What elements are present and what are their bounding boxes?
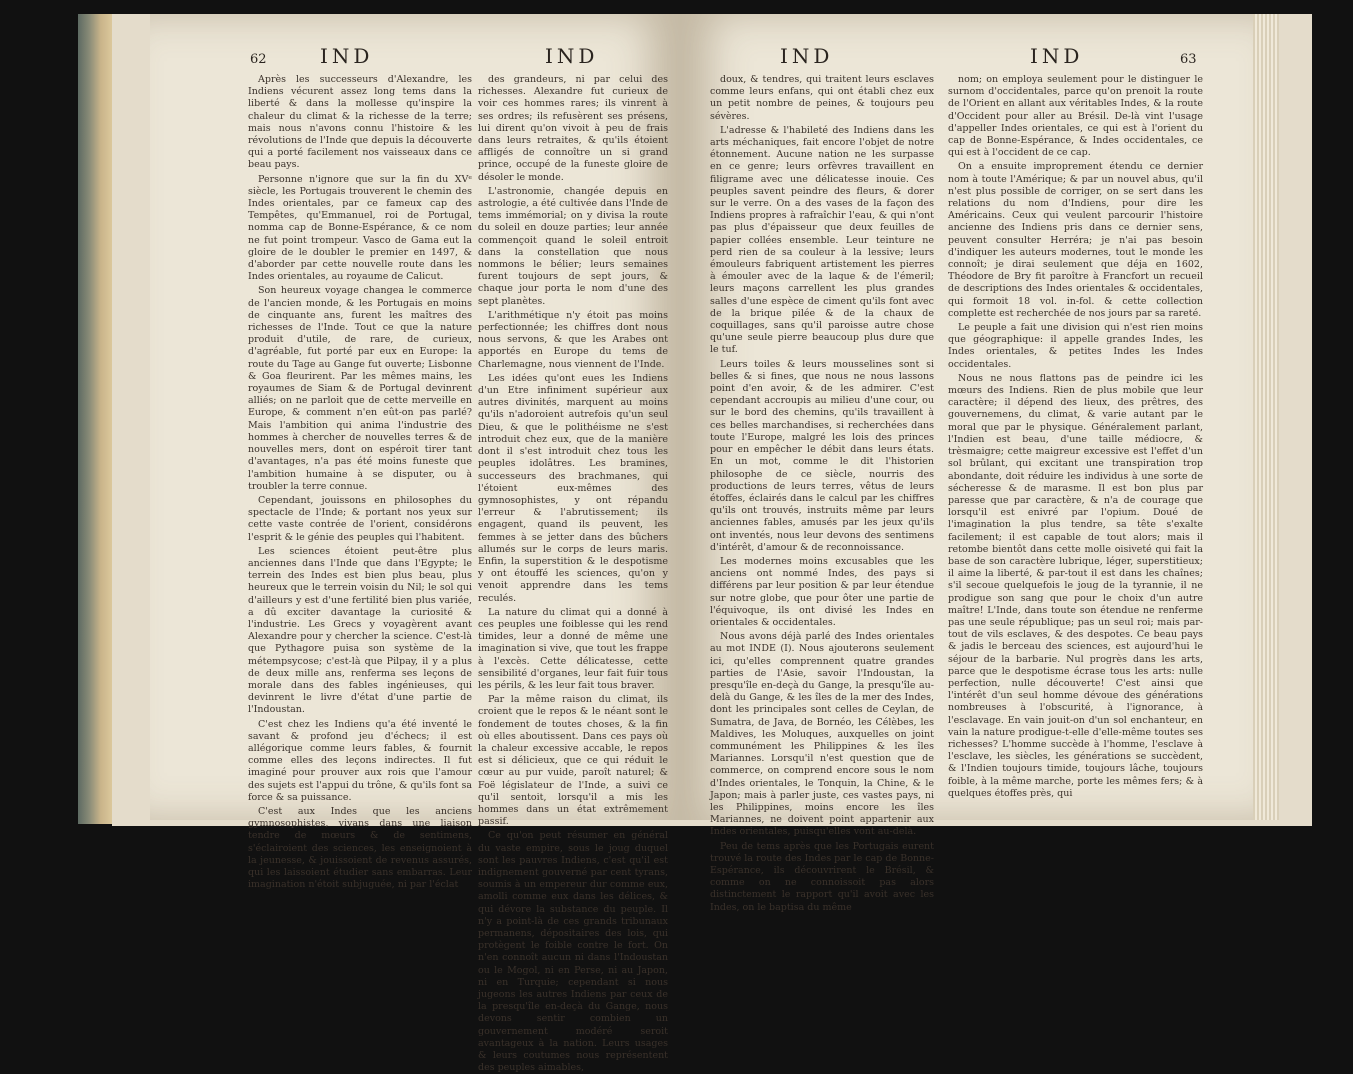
paragraph: Les idées qu'ont eues les Indiens d'un Etre infiniment supérieur aux autres divinités, marquent au moins qu'ils n'adoroient autrefois qu'un seul Dieu, & que le polithéisme ne s'est introduit chez eux, que de la manière dont il s'est introduit chez tous les peuples idolâtres. Les bramines, successeurs des brachmanes, qui l'étoient eux-mêmes des gymnosophistes, y ont répandu l'erreur & l'abrutissement; ils engagent, quand ils peuvent, les femmes à se jetter dans des bûchers allumés sur le corps de leurs maris. Enfin, la superstition & le despotisme y ont étouffé les sciences, qu'on y venoit apprendre dans les tems reculés. — [478, 372, 668, 604]
right-running-head-2: IND — [1030, 44, 1084, 68]
paragraph: Après les successeurs d'Alexandre, les Indiens vécurent assez long tems dans la liberté & dans la mollesse qu'inspire la chaleur du climat & la richesse de la terre; mais nous n'avons connu l'histoire & les révolutions de l'Inde que depuis la découverte qui a porté facilement nos vaisseaux dans ce beau pays. — [248, 74, 472, 171]
left-page-number: 62 — [250, 52, 267, 67]
paragraph: Cependant, jouissons en philosophes du spectacle de l'Inde; & portant nos yeux sur cette vaste contrée de l'orient, considérons l'esprit & le génie des peuples qui l'habitent. — [248, 494, 472, 543]
paragraph: L'adresse & l'habileté des Indiens dans les arts méchaniques, fait encore l'objet de notre étonnement. Aucune nation ne les surpasse en ce genre; leurs orfèvres travaillent en filigrame avec une délicatesse inouie. Ces peuples savent peindre des fleurs, & dorer sur le verre. On a des vases de la façon des Indiens propres à rafraîchir l'eau, & qui n'ont pas plus d'épaisseur que deux feuilles de papier collées ensemble. Leur teinture ne perd rien de sa couleur à la lessive; leurs émouleurs fabriquent artistement les pierres à émouler avec de la laque & de l'émeril; leurs maçons carrellent les plus grandes salles d'une espèce de ciment qu'ils font avec de la brique pilée & de la chaux de coquillages, sans qu'il paroisse autre chose qu'une seule pierre beaucoup plus dure que le tuf. — [710, 124, 934, 356]
paragraph: On a ensuite improprement étendu ce dernier nom à toute l'Amérique; & par un nouvel abus, qu'il n'est plus possible de corriger, on se sert dans les relations du nom d'Indiens, pour dire les Américains. Ceux qui veulent parcourir l'histoire ancienne des Indiens pris dans ce dernier sens, peuvent consulter Herréra; je n'ai pas besoin d'indiquer les auteurs modernes, tout le monde les connoît; je dirai seulement que déja en 1602, Théodore de Bry fit paroître à Francfort un recueil de descriptions des Indes orientales & occidentales, qui formoit 18 vol. in-fol. & cette collection complette est recherchée de nos jours par sa rareté. — [948, 161, 1203, 319]
paragraph: Peu de tems après que les Portugais eurent trouvé la route des Indes par le cap de Bonne-Espérance, ils découvrirent le Brésil, & comme on ne connoissoit pas alors distinctement le rapport qu'il avoit avec les Indes, on le baptisa du même — [710, 840, 934, 913]
page-edges-right — [1253, 14, 1279, 820]
right-page-column-1 — [710, 74, 934, 913]
left-page-column-1 — [248, 74, 472, 891]
paragraph: Nous ne nous flattons pas de peindre ici les mœurs des Indiens. Rien de plus mobile que leur caractère; il dépend des lieux, des prêtres, des gouvernemens, du climat, & varie autant par le moral que par le physique. Généralement parlant, l'Indien est beau, d'une taille médiocre, & trèsmaigre; cette maigreur excessive est l'effet d'un sol brûlant, qui excitant une transpiration trop abondante, doit réduire les individus à une sorte de sécheresse & de marasme. Il est bon plus par paresse que par caractère, & n'a de courage que lorsqu'il est enivré par l'opium. Doué de l'imagination la plus tendre, sa tête s'exalte facilement; il est capable de tout alors; mais il retombe bientôt dans cette molle oisiveté qui fait la base de son caractère lubrique, léger, superstitieux; il aime la liberté, & par-tout il est dans les chaînes; s'il secoue quelquefois le joug de la tyrannie, il ne prodigue son sang que pour le choix d'un autre maître! L'Inde, dans toute son étendue ne renferme pas une seule république; pas un seul roi; mais par-tout de vils esclaves, & des despotes. Ce beau pays & jadis le berceau des sciences, est aujourd'hui le séjour de la barbarie. Nul progrès dans les arts, parce que le despotisme écrase tous les arts: nulle perfection, nulle découverte! C'est ainsi que l'intérêt d'un seul homme dévoue des générations nombreuses à l'obscurité, à l'ignorance, à l'esclavage. En vain jouit-on d'un sol enchanteur, en vain la nature prodigue-t-elle d'elle-même toutes ses richesses? L'homme succède à l'homme, l'esclave à l'esclave, les siècles, les générations se succèdent, & l'Indien toujours timide, toujours lâche, toujours foible, à la même marche, porte les mêmes fers; & à quelques étoffes près, qui — [948, 372, 1203, 799]
left-page — [150, 14, 680, 1074]
paragraph: Son heureux voyage changea le commerce de l'ancien monde, & les Portugais en moins de cinquante ans, furent les maîtres des richesses de l'Inde. Tout ce que la nature produit d'utile, de rare, de curieux, d'agréable, fut porté par eux en Europe: la route du Tage au Gange fut ouverte; Lisbonne & Goa fleurirent. Par les mêmes mains, les royaumes de Siam & de Portugal devinrent alliés; on ne parloit que de cette merveille en Europe, & comment n'en eût-on pas parlé? Mais l'ambition qui anima l'industrie des hommes à chercher de nouvelles terres & de nouvelles mers, dont on espéroit tirer tant d'avantages, n'a pas été moins funeste que l'ambition humaine à se disputer, ou à troubler la terre connue. — [248, 285, 472, 492]
paragraph: Ce qu'on peut résumer en général du vaste empire, sous le joug duquel sont les pauvres Indiens, c'est qu'il est indignement gouverné par cent tyrans, soumis à un empereur dur comme eux, amolli comme eux dans les délices, & qui dévore la substance du peuple. Il n'y a point-là de ces grands tribunaux permanens, dépositaires des lois, qui protègent le foible contre le fort. On n'en connoît aucun ni dans l'Indoustan ou le Mogol, ni en Perse, ni au Japon, ni en Turquie; cependant si nous jugeons les autres Indiens par ceux de la presqu'île en-deçà du Gange, nous devons sentir combien un gouvernement modéré seroit avantageux à la nation. Leurs usages & leurs coutumes nous représentent des peuples aimables, — [478, 830, 668, 1074]
right-running-head-1: IND — [780, 44, 834, 68]
book-edge-left — [78, 14, 116, 824]
left-running-head-1: IND — [320, 44, 374, 68]
paragraph: Nous avons déjà parlé des Indes orientales au mot INDE (I). Nous ajouterons seulement ici, qu'elles comprennent quatre grandes parties de l'Asie, savoir l'Indoustan, la presqu'île en-deçà du Gange, la presqu'île au-delà du Gange, & les îles de la mer des Indes, dont les principales sont celles de Ceylan, de Sumatra, de Java, de Bornéo, les Célèbes, les Maldives, les Moluques, auxquelles on joint communément les Philippines & les îles Mariannes. Lorsqu'il n'est question que de commerce, on comprend encore sous le nom d'Indes orientales, le Tonquin, la Chine, & le Japon; mais à parler juste, ces vastes pays, ni les Philippines, moins encore les îles Mariannes, ne doivent point appartenir aux Indes orientales, puisqu'elles vont au-delà. — [710, 631, 934, 838]
paragraph: Leurs toiles & leurs mousselines sont si belles & si fines, que nous ne nous lassons point d'en avoir, & de les admirer. C'est cependant accroupis au milieu d'une cour, ou sur le bord des chemins, qu'ils travaillent à ces belles marchandises, si recherchées dans toute l'Europe, malgré les lois des princes pour en empêcher le débit dans leurs états. En un mot, comme le dit l'historien philosophe de ce siècle, nourris des productions de leurs terres, vêtus de leurs étoffes, éclairés dans le calcul par les chiffres qu'ils ont trouvés, instruits même par leurs anciennes fables, amusés par les jeux qu'ils ont inventés, nous leur devons des sentimens d'intérêt, d'amour & de reconnoissance. — [710, 358, 934, 553]
right-page-column-2 — [948, 74, 1203, 814]
paragraph: Le peuple a fait une division qui n'est rien moins que géographique: il appelle grandes Indes, les Indes orientales, & petites Indes les Indes occidentales. — [948, 322, 1203, 370]
paragraph: Les modernes moins excusables que les anciens ont nommé Indes, des pays si différens par leur position & par leur étendue sur notre globe, que pour ôter une partie de l'équivoque, ils ont divisé les Indes en orientales & occidentales. — [710, 555, 934, 628]
paragraph: L'arithmétique n'y étoit pas moins perfectionnée; les chiffres dont nous nous servons, & que les Arabes ont apportés en Europe du tems de Charlemagne, nous viennent de l'Inde. — [478, 309, 668, 370]
paragraph: La nature du climat qui a donné à ces peuples une foiblesse qui les rend timides, leur a donné de même une imagination si vive, que tout les frappe à l'excès. Cette délicatesse, cette sensibilité d'organes, leur fait fuir tous les périls, & les leur fait tous braver. — [478, 606, 668, 691]
left-page-column-2 — [478, 74, 668, 1074]
paragraph: doux, & tendres, qui traitent leurs esclaves comme leurs enfans, qui ont établi chez eux un petit nombre de peines, & toujours peu sévères. — [710, 74, 934, 122]
right-page — [680, 14, 1253, 913]
paragraph: L'astronomie, changée depuis en astrologie, a été cultivée dans l'Inde de tems immémorial; on y divisa la route du soleil en douze parties; leur année commençoit quand le soleil entroit dans la constellation que nous nommons le bélier; leurs semaines furent toujours de sept jours, & chaque jour porta le nom d'une des sept planètes. — [478, 185, 668, 307]
paragraph: Les sciences étoient peut-être plus anciennes dans l'Inde que dans l'Egypte; le terrein des Indes est bien plus beau, plus heureux que le terrein voisin du Nil; le sol qui d'ailleurs y est d'une fertilité bien plus variée, a dû exciter davantage la curiosité & l'industrie. Les Grecs y voyagèrent avant Alexandre pour y chercher la science. C'est-là que Pythagore puisa son système de la métempsycose; c'est-là que Pilpay, il y a plus de deux mille ans, renferma ses leçons de morale dans des fables ingénieuses, qui devinrent le livre d'état d'une partie de l'Indoustan. — [248, 545, 472, 716]
paragraph: nom; on employa seulement pour le distinguer le surnom d'occidentales, parce qu'on prenoit la route de l'Orient en allant aux véritables Indes, & la route d'Occident pour aller au Brésil. De-là vint l'usage d'appeller Indes orientales, ce qui est à l'orient du cap de Bonne-Espérance, & Indes occidentales, ce qui est à l'occident de ce cap. — [948, 74, 1203, 159]
paragraph: C'est chez les Indiens qu'a été inventé le savant & profond jeu d'échecs; il est allégorique comme leurs fables, & fournit comme elles des leçons indirectes. Il fut imaginé pour prouver aux rois que l'amour des sujets est l'appui du trône, & qu'ils font sa force & sa puissance. — [248, 718, 472, 803]
right-page-number: 63 — [1180, 52, 1197, 67]
left-running-head-2: IND — [545, 44, 599, 68]
paragraph: des grandeurs, ni par celui des richesses. Alexandre fut curieux de voir ces hommes rares; ils vinrent à ses ordres; ils refusèrent ses présens, lui dirent qu'on vivoit à peu de frais dans leurs retraites, & qu'ils étoient affligés de connoître un si grand prince, occupé de la funeste gloire de désoler le monde. — [478, 74, 668, 183]
paragraph: C'est aux Indes que les anciens gymnosophistes, vivans dans une liaison tendre de mœurs & de sentimens, s'éclairoient des sciences, les enseignoient à la jeunesse, & jouissoient de revenus assurés, qui les laissoient étudier sans embarras. Leur imagination n'étoit subjuguée, ni par l'éclat — [248, 805, 472, 891]
paragraph: Personne n'ignore que sur la fin du XVᵉ siècle, les Portugais trouverent le chemin des Indes orientales, par ce fameux cap des Tempêtes, qu'Emmanuel, roi de Portugal, nomma cap de Bonne-Espérance, & ce nom ne fut point trompeur. Vasco de Gama eut la gloire de le doubler le premier en 1497, & d'aborder par cette nouvelle route dans les Indes orientales, au royaume de Calicut. — [248, 173, 472, 283]
paragraph: Par la même raison du climat, ils croient que le repos & le néant sont le fondement de toutes choses, & la fin où elles aboutissent. Dans ces pays où la chaleur excessive accable, le repos est si délicieux, que ce qui réduit le cœur au pur vuide, paroît naturel; & Foë législateur de l'Inde, a suivi ce qu'il sentoit, lorsqu'il a mis les hommes dans un état extrêmement passif. — [478, 694, 668, 828]
